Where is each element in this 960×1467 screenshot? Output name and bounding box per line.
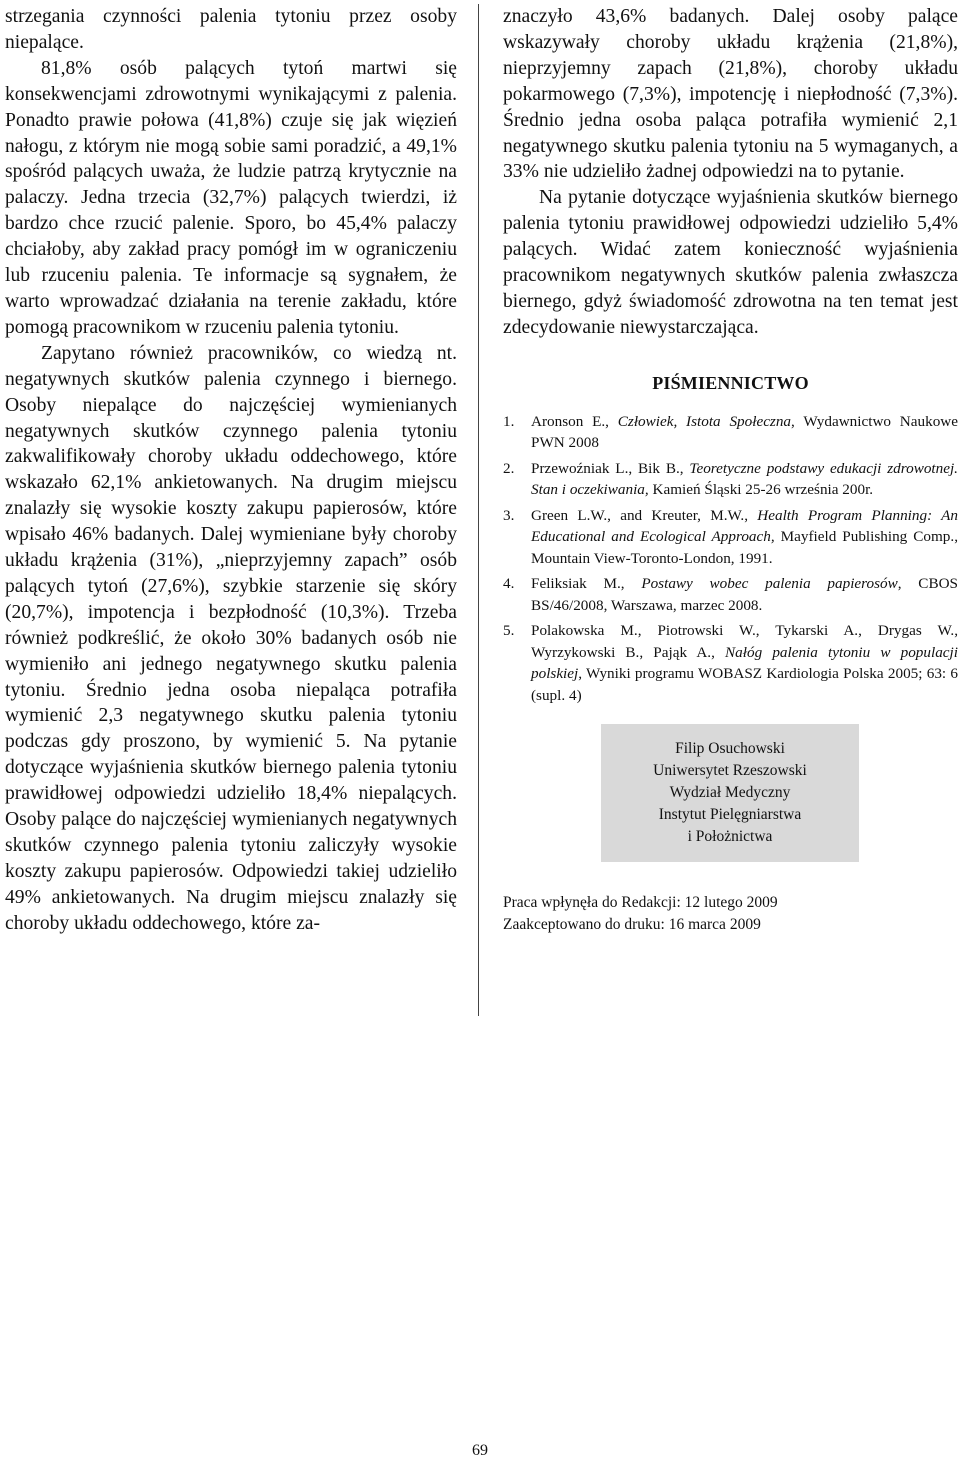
reference-item: [503, 458, 958, 501]
reference-number: 4.: [503, 575, 515, 593]
paragraph: 81,8% osób palących tytoń martwi się konsekwencjami zdrowotnymi wynikającymi z palenia. Ponadto prawie połowa (41,8%) czuje się jak więzień nałogu, z którym nie mogą sobie sami poradzić, a 49,1% spośród palących uważa, że ludzie patrzą krytycznie na palaczy. Jedna trzecia (32,7%) palących twierdzi, iż bardzo chce rzucić palenie. Sporo, bo 45,4% palaczy chciałoby, aby zakład pracy pomógł im w ograniczeniu lub rzuceniu palenia. Te informacje są sygnałem, że warto wprowadzać działania na terenie zakładu, które pomogą pracownikom w rzuceniu palenia tytoniu.: [5, 57, 457, 338]
reference-title: Nałóg palenia tytoniu w populacji polskiej: [531, 643, 958, 683]
reference-details: , CBOS BS/46/2008, Warszawa, marzec 2008.: [531, 575, 958, 614]
author-affiliation-box: [601, 724, 859, 862]
reference-authors: Aronson E.,: [531, 412, 618, 430]
received-date: Praca wpłynęła do Redakcji: 12 lutego 2009: [503, 894, 778, 912]
author-name: Filip Osuchowski: [675, 740, 785, 758]
reference-details: , Wydawnictwo Naukowe PWN 2008: [531, 412, 958, 452]
reference-authors: Przewoźniak L., Bik B.,: [531, 459, 690, 477]
reference-number: 1.: [503, 412, 515, 430]
reference-item: [503, 411, 958, 454]
reference-number: 5.: [503, 622, 515, 640]
reference-details: Mayfield Publishing Comp., Mountain View-Toronto-London, 1991.: [531, 528, 958, 567]
column-divider: [478, 4, 479, 1016]
submission-dates: [503, 892, 958, 936]
reference-title: Health Program Planning: An Educational and Ecological Approach,: [531, 506, 958, 546]
reference-item: [503, 573, 958, 616]
paragraph: Zapytano również pracowników, co wiedzą nt. negatywnych skutków palenia czynnego i biernego. Osoby niepalące do najczęściej wymienianych negatywnych skutków czynnego palenia tytoniu zakwalifikowały choroby układu oddechowego, które wskazało 62,1% ankietowanych. Na drugim miejscu znalazły się wysokie koszty zakupu papierosów, które wpisało 46% badanych. Dalej wymieniane były choroby układu krążenia (31%), „nieprzyjemny zapach” osób palących tytoń (27,6%), szybkie starzenie się skóry (20,7%), impotencja i bezpłodność (10,3%). Trzeba również podkreślić, że około 30% badanych osób nie wymieniło ani jednego negatywnego skutku palenia tytoniu. Średnio jedna osoba niepaląca potrafiła wymienić 2,3 negatywnego skutku palenia tytoniu podczas gdy proszono, by wymienić 5. Na pytanie dotyczące wyjaśnienia skutków biernego palenia tytoniu prawidłowej odpowiedzi udzieliło 18,4% niepalących. Osoby palące do najczęściej wymienianych negatywnych skutków czynnego palenia tytoniu zaliczyły wysokie koszty zakupu papierosów. Odpowiedzi takiej udzieliło 49% ankietowanych. Na drugim miejscu znalazły się choroby układu oddechowego, które za-: [5, 342, 457, 934]
reference-details: , Wyniki programu WOBASZ Kardiologia Polska 2005; 63: 6 (supl. 4): [531, 665, 958, 704]
reference-title: Człowiek, Istota Społeczna: [617, 412, 792, 430]
reference-authors: Green L.W., and Kreuter, M.W.,: [531, 506, 758, 524]
university-name: Uniwersytet Rzeszowski: [653, 762, 807, 780]
reference-list: [503, 411, 958, 707]
institute-name-continued: i Położnictwa: [687, 828, 773, 846]
paragraph: Na pytanie dotyczące wyjaśnienia skutków biernego palenia tytoniu prawidłowej odpowiedzi udzieliło 5,4% palących. Widać zatem konieczność wyjaśnienia pracownikom negatywnych skutków palenia zwłaszcza biernego, gdyż świadomość zdrowotna na ten temat jest zdecydowanie niewystarczająca.: [503, 187, 958, 338]
paragraph: znaczyło 43,6% badanych. Dalej osoby palące wskazywały choroby układu krążenia (21,8%), nieprzyjemny zapach (21,8%), choroby układu pokarmowego (7,3%), impotencję i niepłodność (7,3%). Średnio jedna osoba paląca potrafiła wymienić 2,1 negatywnego skutku palenia tytoniu na 5 wymaganych, a 33% nie udzieliło żadnej odpowiedzi na to pytanie.: [503, 6, 958, 183]
accepted-date: Zaakceptowano do druku: 16 marca 2009: [503, 916, 761, 934]
reference-authors: Polakowska M., Piotrowski W., Tykarski A., Drygas W., Wyrzykowski B., Pająk A.,: [531, 622, 958, 661]
right-column: [503, 4, 958, 936]
reference-item: [503, 505, 958, 570]
page-number: 69: [472, 1442, 488, 1459]
reference-title: Teoretyczne podstawy edukacji zdrowotnej. Stan i oczekiwania,: [531, 459, 958, 499]
reference-details: Kamień Śląski 25-26 września 200r.: [648, 481, 874, 499]
references-heading: PIŚMIENNICTWO: [652, 372, 809, 393]
institute-name: Instytut Pielęgniarstwa: [658, 806, 802, 824]
paragraph: strzegania czynności palenia tytoniu przez osoby niepalące.: [5, 6, 457, 53]
reference-authors: Feliksiak M.,: [531, 575, 642, 593]
reference-title: Postawy wobec palenia papierosów: [641, 575, 898, 593]
reference-number: 2.: [503, 459, 515, 477]
reference-item: [503, 620, 958, 706]
left-column: [5, 4, 457, 937]
faculty-name: Wydział Medyczny: [669, 784, 791, 802]
reference-number: 3.: [503, 506, 515, 524]
